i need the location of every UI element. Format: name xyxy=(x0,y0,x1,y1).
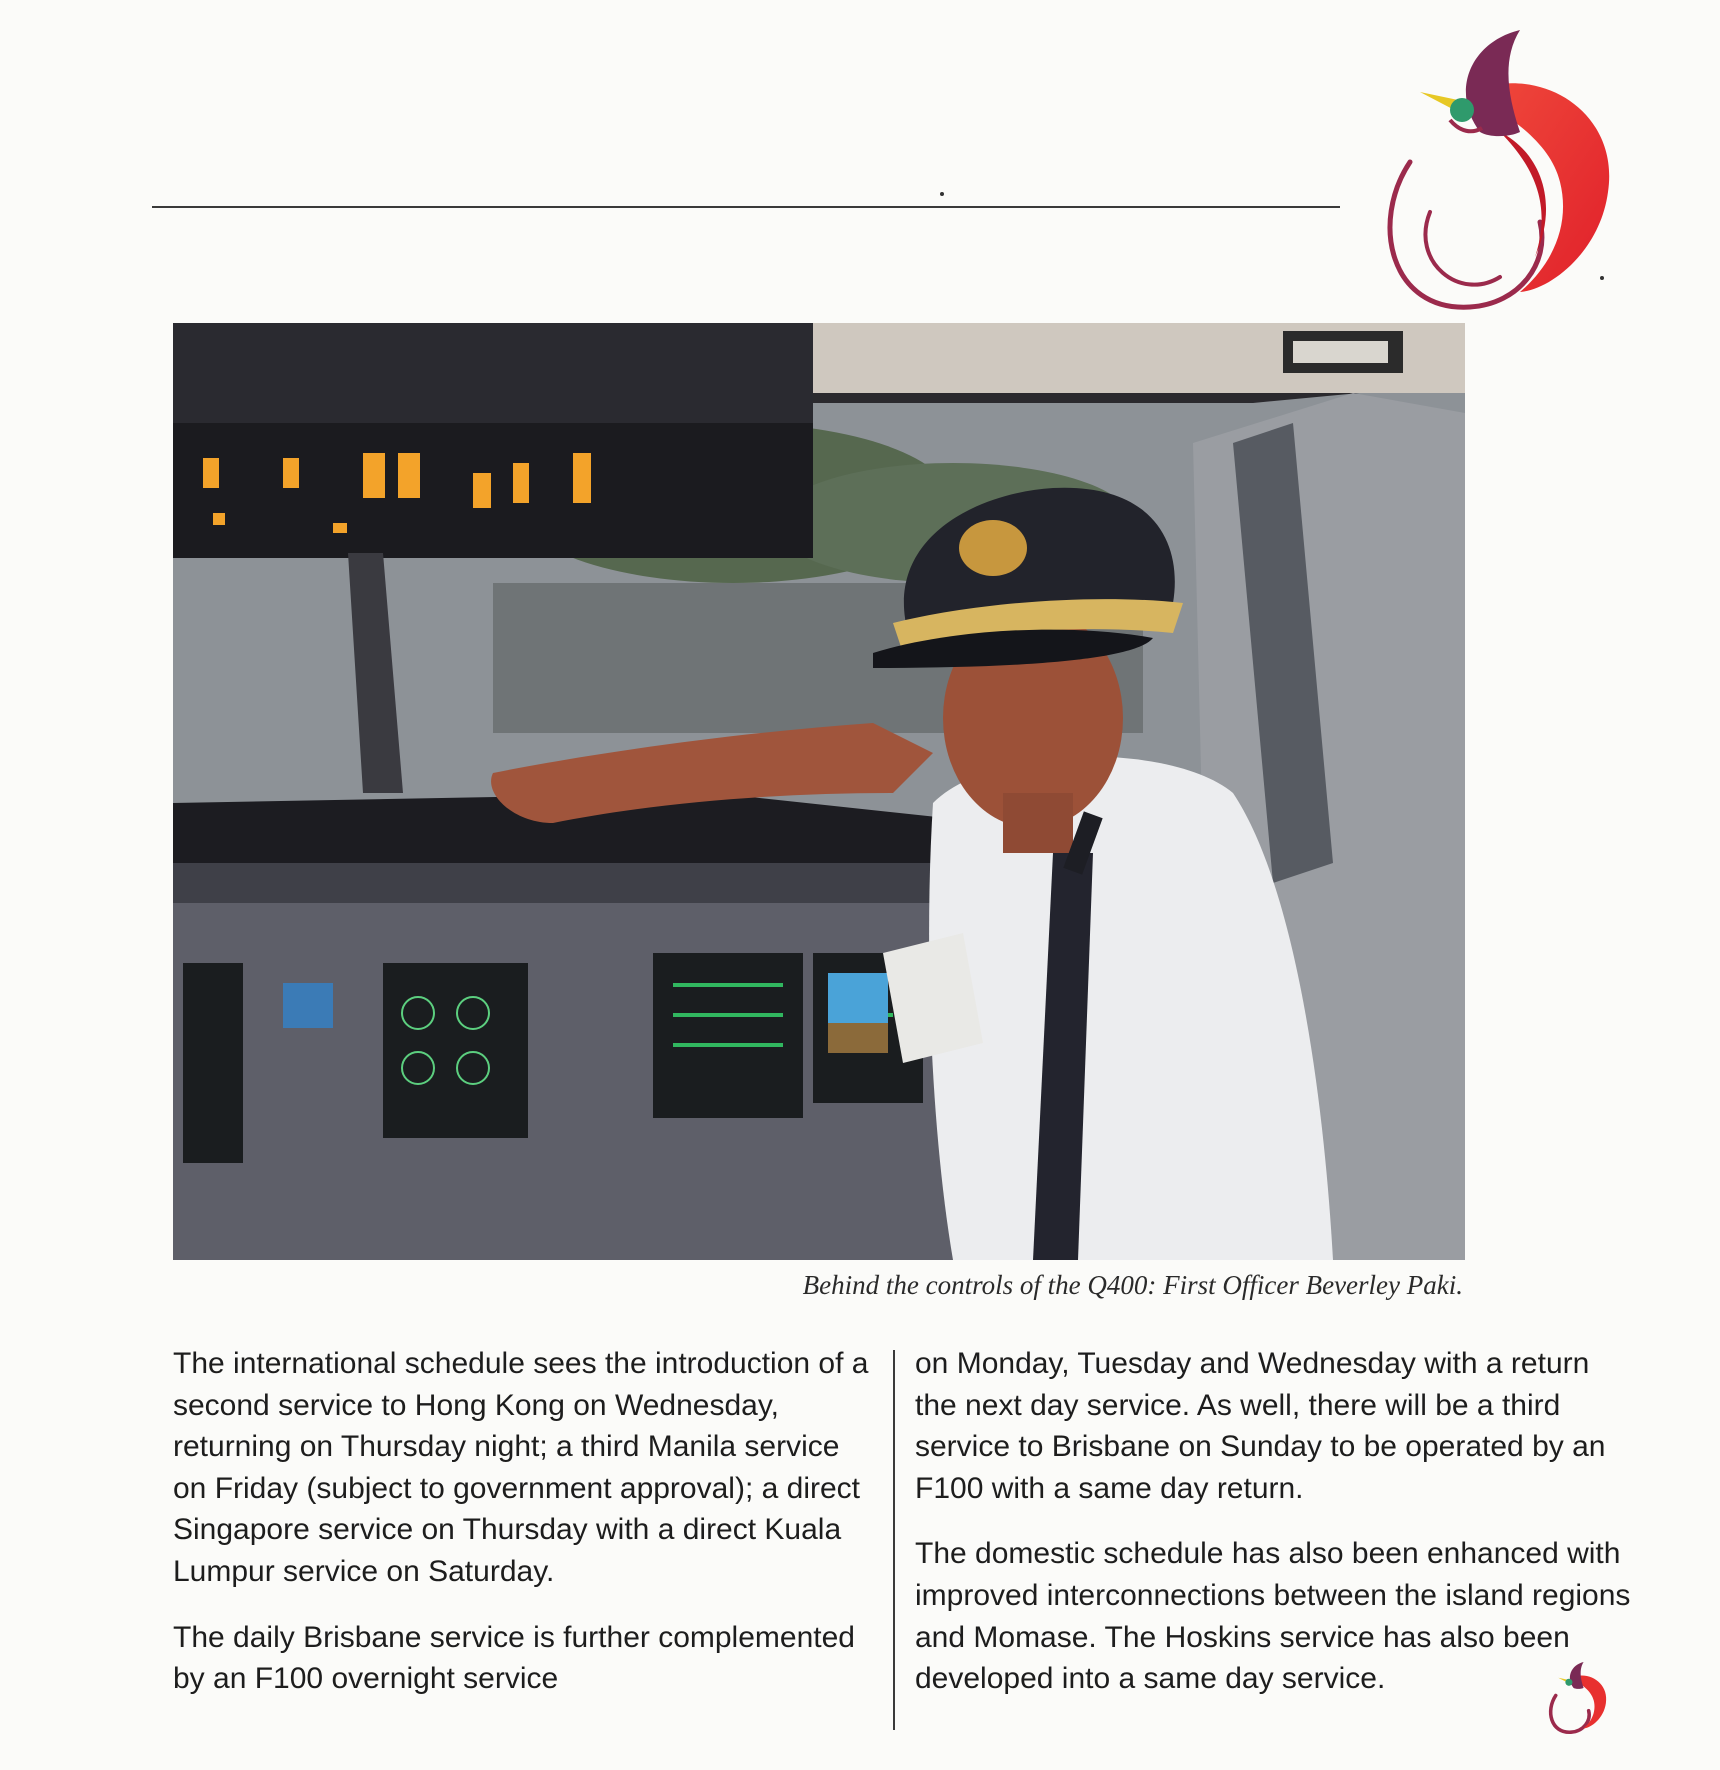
right-column xyxy=(915,1343,1635,1724)
bird-of-paradise-logo xyxy=(1350,22,1630,322)
left-paragraph-2: The daily Brisbane service is further complemented by an F100 overnight service xyxy=(173,1620,855,1696)
right-paragraph-2: The domestic schedule has also been enhanced with improved interconnections between the island regions and Momase. The Hoskins service has also been developed into a same day service. xyxy=(915,1537,1631,1696)
header-dot xyxy=(940,192,944,196)
left-column xyxy=(173,1343,873,1724)
cockpit-photo xyxy=(173,323,1465,1260)
small-bird-logo xyxy=(1540,1660,1612,1736)
left-paragraph-1: The international schedule sees the introduction of a second service to Hong Kong on Wednesday, returning on Thursday night; a third Manila service on Friday (subject to government approval); a direct Singapore service on Thursday with a direct Kuala Lumpur service on Saturday. xyxy=(173,1347,869,1588)
photo-caption: Behind the controls of the Q400: First Officer Beverley Paki. xyxy=(802,1270,1463,1300)
right-paragraph-1: on Monday, Tuesday and Wednesday with a return the next day service. As well, there will be a third service to Brisbane on Sunday to be operated by an F100 with a same day return. xyxy=(915,1347,1606,1505)
header-rule xyxy=(152,206,1340,208)
column-divider xyxy=(893,1350,895,1730)
